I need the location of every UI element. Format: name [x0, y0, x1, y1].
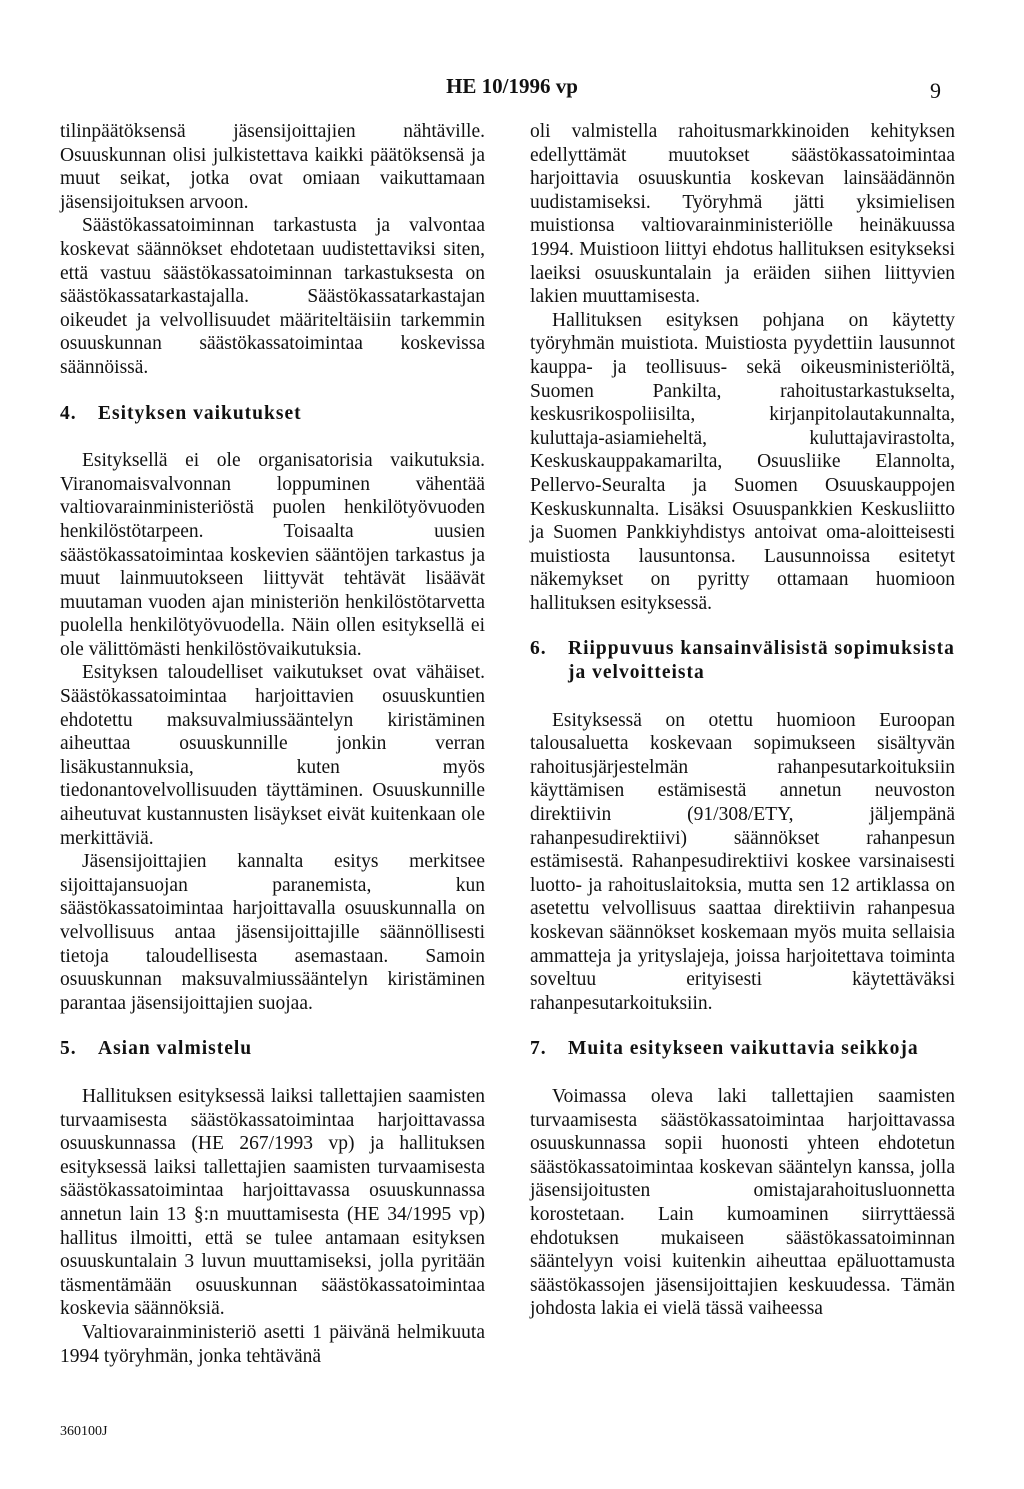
section-title: Asian valmistelu — [98, 1038, 253, 1060]
paragraph: Esityksellä ei ole organisatorisia vaikutuksia. Viranomaisvalvonnan loppuminen vähentää valtiovarainministeriöstä puolen henkilötyövuoden henkilöstötarpeen. Toisaalta uusien säästökassatoimintaa koskevien sääntöjen tarkastus ja muut lainmuutokseen liittyvät tehtävät lisäävät muutaman vuoden ajan ministeriön henkilöstötarvetta puolella henkilötyövuodella. Näin ollen esityksellä ei ole välittömästi henkilöstövaikutuksia. — [60, 450, 485, 660]
section-title: Muita esitykseen vaikuttavia seikkoja — [568, 1038, 919, 1060]
section-heading-5 — [60, 1037, 485, 1061]
paragraph: oli valmistella rahoitusmarkkinoiden kehityksen edellyttämät muutokset säästökassatoimintaa harjoittavia osuuskuntia koskevan lainsäädännön uudistamiseksi. Työryhmä jätti yksimielisen muistionsa valtiovarainministeriölle heinäkuussa 1994. Muistioon liittyi ehdotus hallituksen esitykseksi laeiksi osuuskuntalain ja eräiden siihen liittyvien lakien muuttamisesta. — [530, 121, 955, 308]
paragraph: tilinpäätöksensä jäsensijoittajien nähtäville. Osuuskunnan olisi julkistettava kaikki päätöksensä ja muut seikat, jotka ovat omiaan vaikuttamaan jäsensijoituksen arvoon. — [60, 121, 485, 213]
section-number: 4. — [60, 402, 77, 424]
left-column — [60, 120, 485, 1368]
section-number: 6. — [530, 638, 547, 660]
section-title: Riippuvuus kansainvälisistä sopimuksista ja velvoitteista — [568, 638, 955, 684]
right-column — [530, 120, 955, 1321]
paragraph: Jäsensijoittajien kannalta esitys merkitsee sijoittajansuojan paranemista, kun säästökassatoimintaa harjoittavalla osuuskunnalla on velvollisuus antaa jäsensijoittajille säännöllisesti tietoja taloudellisesta asemastaan. Samoin osuuskunnan maksuvalmiussääntelyn kiristäminen parantaa jäsensijoittajien suojaa. — [60, 851, 485, 1014]
section-number: 7. — [530, 1038, 547, 1060]
section-number: 5. — [60, 1038, 77, 1060]
document-code: 360100J — [60, 1424, 108, 1439]
page-header-title: HE 10/1996 vp — [446, 74, 578, 98]
section-heading-6 — [530, 637, 955, 684]
section-title: Esityksen vaikutukset — [98, 402, 302, 424]
paragraph: Esityksessä on otettu huomioon Euroopan talousaluetta koskevaan sopimukseen sisältyvän rahoitusjärjestelmän rahanpesutarkoituksiin käyttämisen estämisestä annetun neuvoston direktiivin (91/308/ETY, jäljempänä rahanpesudirektiivi) säännökset rahanpesun estämisestä. Rahanpesudirektiivi koskee varsinaisesti luotto- ja rahoituslaitoksia, mutta sen 12 artiklassa on asetettu velvollisuus saattaa direktiivin rahanpesua koskevan säännökset koskemaan myös muita sellaisia ammatteja ja yrityslajeja, joissa harjoitettava toiminta soveltuu erityisesti käytettäväksi rahanpesutarkoituksiin. — [530, 709, 955, 1014]
paragraph: Esityksen taloudelliset vaikutukset ovat vähäiset. Säästökassatoimintaa harjoittavien osuuskuntien ehdotettu maksuvalmiussääntelyn kiristäminen aiheuttaa osuuskunnille jonkin verran lisäkustannuksia, kuten myös tiedonantovelvollisuuden täyttäminen. Osuuskunnille aiheutuvat kustannusten lisäykset eivät kuitenkaan ole merkittäviä. — [60, 662, 485, 849]
paragraph: Hallituksen esityksen pohjana on käytetty työryhmän muistiota. Muistiosta pyydettiin lausunnot kauppa- ja teollisuus- sekä oikeusministeriöltä, Suomen Pankilta, rahoitustarkastukselta, keskusrikospoliisilta, kirjanpitolautakunnalta, kuluttaja-asiamieheltä, kuluttajavirastolta, Keskuskauppakamarilta, Osuusliike Elannolta, Pellervo-Seuralta ja Suomen Osuuskauppojen Keskuskunnalta. Lisäksi Osuuspankkien Keskusliitto ja Suomen Pankkiyhdistys antoivat oma-aloitteisesti muistiosta lausuntonsa. Lausunnoissa esitetyt näkemykset on pyritty ottamaan huomioon hallituksen esityksessä. — [530, 309, 955, 614]
paragraph: Hallituksen esityksessä laiksi tallettajien saamisten turvaamisesta säästökassatoimintaa harjoittavassa osuuskunnassa (HE 267/1993 vp) ja hallituksen esityksessä laiksi tallettajien saamisten turvaamisesta säästökassatoimintaa harjoittavassa osuuskunnassa annetun lain 13 §:n muuttamisesta (HE 34/1995 vp) hallitus ilmoitti, että se tulee antamaan esityksen osuuskuntalain 3 luvun muuttamiseksi, jolla pyritään täsmentämään osuuskunnan säästökassatoimintaa koskevia säännöksiä. — [60, 1085, 485, 1320]
paragraph: Valtiovarainministeriö asetti 1 päivänä helmikuuta 1994 työryhmän, jonka tehtävänä — [60, 1321, 485, 1367]
paragraph: Säästökassatoiminnan tarkastusta ja valvontaa koskevat säännökset ehdotetaan uudistettaviksi siten, että vastuu säästökassatoiminnan tarkastuksesta on säästökassatarkastajalla. Säästökassatarkastajan oikeudet ja velvollisuudet määriteltäisiin tarkemmin osuuskunnan säästökassatoimintaa koskevissa säännöissä. — [60, 215, 485, 378]
section-heading-4 — [60, 402, 485, 426]
paragraph: Voimassa oleva laki tallettajien saamisten turvaamisesta säästökassatoimintaa harjoittavassa osuuskunnassa sopii huonosti yhteen ehdotetun säästökassatoimintaa koskevan sääntelyn kanssa, jolla jäsensijoitusten omistajarahoitusluonnetta korostetaan. Lain kumoaminen siirryttäessä ehdotuksen mukaiseen säästökassatoiminnan sääntelyyn voisi kuitenkin aiheuttaa epäluottamusta säästökassojen jäsensijoittajien keskuudessa. Tämän johdosta lakia ei vielä tässä vaiheessa — [530, 1085, 955, 1320]
section-heading-7 — [530, 1037, 955, 1061]
page-number: 9 — [930, 78, 941, 103]
